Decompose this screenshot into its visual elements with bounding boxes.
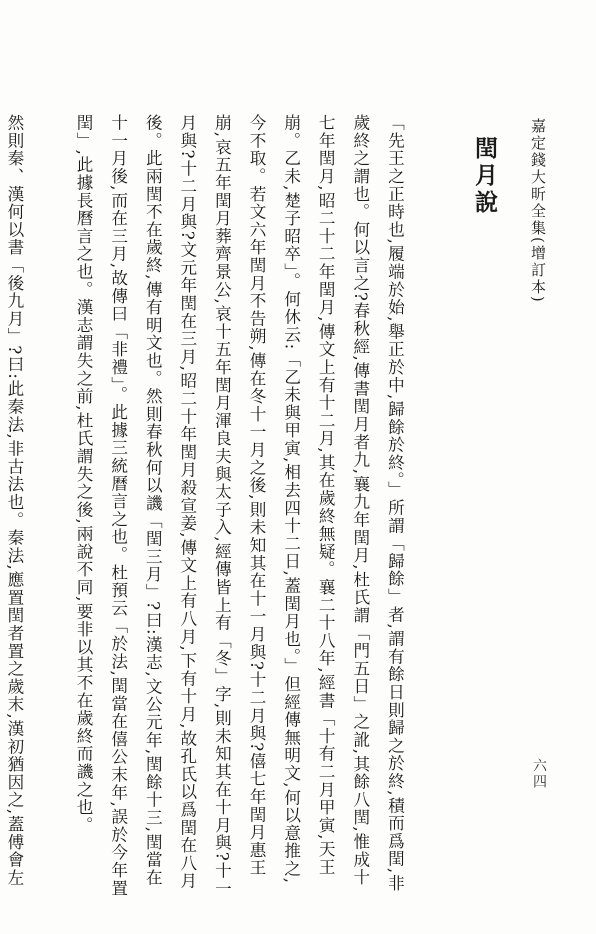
paragraph-2: 然則秦、漢何以書「後九月」?曰:此秦法,非古法也。秦法,應置閏者置之歲末,漢初猶因之,蓋傅會左 <box>4 114 24 887</box>
paragraph-1: 「先王之正時也,履端於始,舉正於中,歸餘於終。」所謂「歸餘」者,謂有餘日則歸之於終,積而爲閏,非歲終之謂也。何以言之?春秋經,傳書閏月者九,襄九年閏月,杜氏謂「門五日」之訛,其餘八閏,惟成十七年閏月,昭二十二年閏月,傳文上有十二月,其在歲終無疑。襄二十八年,經書「十有二月甲寅,天王崩。乙未,楚子昭卒」。何休云:「乙未與甲寅,相去四十二日,蓋閏月也。」但經傳無明文,何以意推之,今不取。若文六年閏月不告朔,傳在冬十一月之後,則未知其在十一月與?十二月與?僖七年閏月惠王崩,哀五年閏月葬齊景公,哀十五年閏月渾良夫與太子入,經傳皆上有「冬」字,則未知其在十月與?十一月與?十二月與?文元年閏在三月,昭二十年閏月殺宣姜,傳文上有八月,下有十月,故孔氏以爲閏在八月後。此兩閏不在歲終,傳有明文也。然則春秋何以譏「閏三月」?曰:漢志,文公元年,閏餘十三,閏當在十一月後,而在三月,故傳曰「非禮」。此據三統曆言之也。杜預云「於法,閏當在僖公末年,誤於今年置閏」,此據長曆言之也。漢志謂失之前,杜氏謂失之後,兩說不同,要非以其不在歲終而譏之也。 <box>74 114 405 898</box>
essay-title: 閏月說 <box>471 136 498 217</box>
running-head: 嘉定錢大昕全集(增訂本) <box>529 118 547 304</box>
page-number: 六四 <box>531 758 547 790</box>
essay-body <box>0 114 446 900</box>
